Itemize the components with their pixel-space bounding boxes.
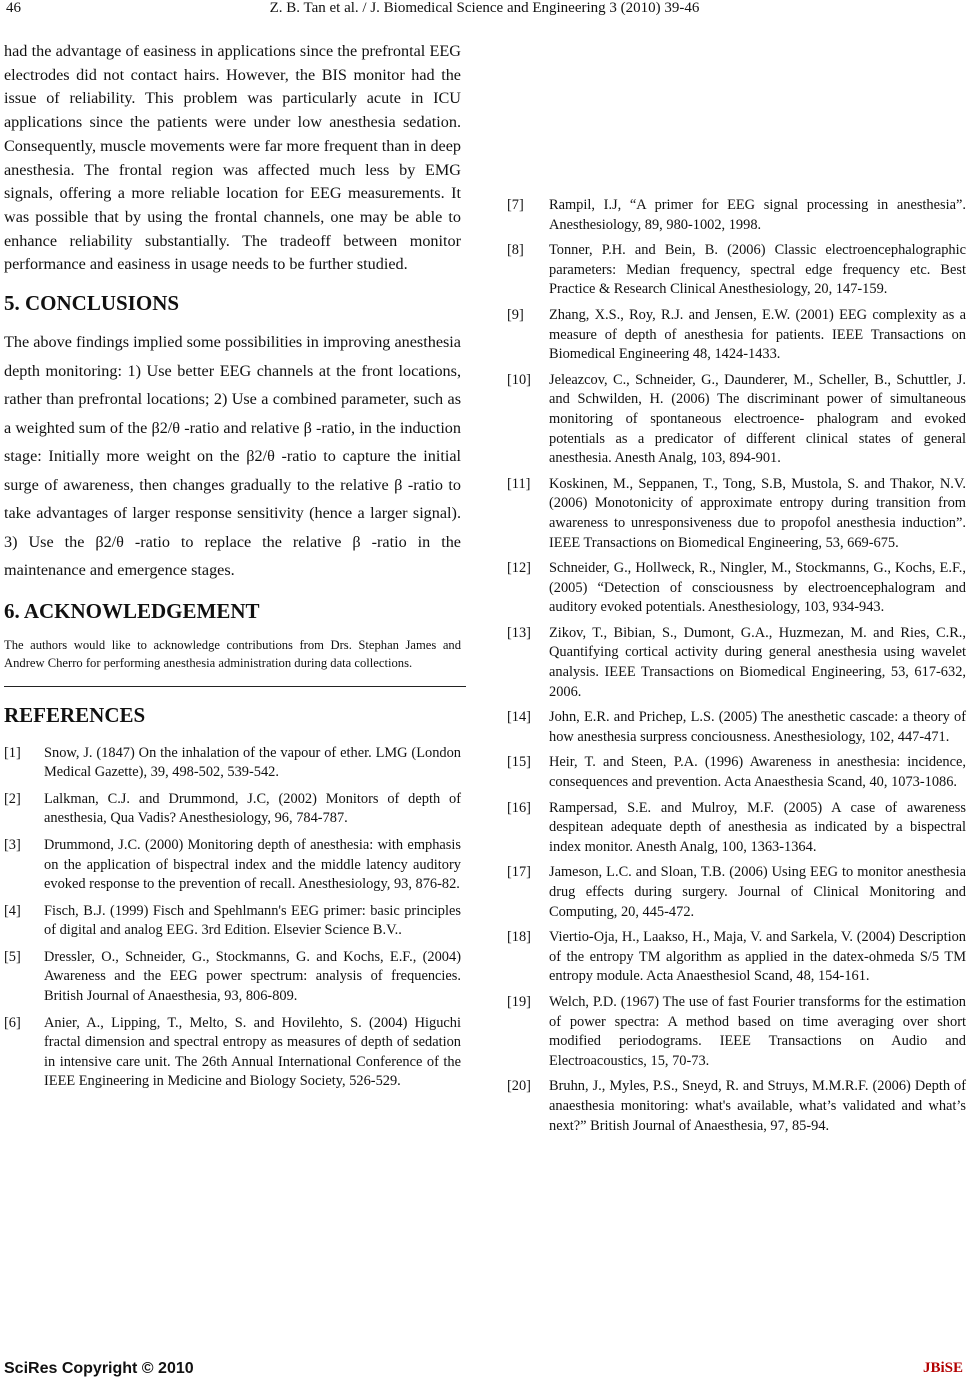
reference-item: [507, 624, 966, 702]
reference-text: Zhang, X.S., Roy, R.J. and Jensen, E.W. (2001) EEG complexity as a measure of depth of anesthesia for patients. IEEE Transactions on Biomedical Engineering 48, 1424-1433.: [549, 306, 966, 363]
reference-text: Drummond, J.C. (2000) Monitoring depth of anesthesia: with emphasis on the application of bispectral index and the middle latency auditory evoked response to the prevention of recall. Anesthesiology, 93, 876-82.: [44, 836, 461, 893]
reference-number: [8]: [507, 242, 524, 259]
reference-text: Anier, A., Lipping, T., Melto, S. and Hovilehto, S. (2004) Higuchi fractal dimension and spectral entropy as measures of depth of sedation in intensive care unit. The 26th Annual International Conference of the IEEE Engineering in Medicine and Biology Society, 526-529.: [44, 1014, 461, 1090]
reference-number: [5]: [4, 948, 21, 965]
left-column: [4, 40, 461, 1092]
reference-text: John, E.R. and Prichep, L.S. (2005) The anesthetic cascade: a theory of how anesthesia surpress conciousness. Anesthesiology, 102, 447-471.: [549, 709, 966, 745]
reference-item: [507, 753, 966, 792]
reference-number: [14]: [507, 709, 531, 726]
reference-text: Snow, J. (1847) On the inhalation of the vapour of ether. LMG (London Medical Gazette), 39, 498-502, 539-542.: [44, 744, 461, 781]
reference-list-left: [4, 744, 461, 1093]
reference-item: [507, 475, 966, 553]
page-header: [0, 0, 969, 24]
reference-number: [17]: [507, 864, 531, 881]
reference-list-right: [507, 196, 966, 1136]
reference-item: [4, 902, 461, 941]
reference-text: Welch, P.D. (1967) The use of fast Fourier transforms for the estimation of power spectra: A method based on time averaging over short modified periodograms. IEEE Transactions on Audio and Electroacoustics, 15, 70-73.: [549, 993, 966, 1069]
reference-number: [20]: [507, 1078, 531, 1095]
reference-text: Dressler, O., Schneider, G., Stockmanns, G. and Kochs, E.F., (2004) Awareness and the EEG power spectrum: analysis of frequencies. British Journal of Anaesthesia, 93, 806-809.: [44, 948, 461, 1005]
reference-text: Tonner, P.H. and Bein, B. (2006) Classic electroencephalographic parameters: Median frequency, spectral edge frequency etc. Best Practice & Research Clinical Anesthesiology, 20, 147-159.: [549, 242, 966, 298]
reference-number: [19]: [507, 993, 531, 1010]
reference-text: Lalkman, C.J. and Drummond, J.C, (2002) Monitors of depth of anesthesia, Qua Vadis? Anesthesiology, 96, 784-787.: [44, 790, 461, 827]
reference-number: [10]: [507, 371, 531, 388]
running-head: Z. B. Tan et al. / J. Biomedical Science and Engineering 3 (2010) 39-46: [269, 0, 700, 16]
reference-number: [1]: [4, 744, 21, 761]
reference-item: [507, 241, 966, 300]
reference-item: [4, 790, 461, 829]
reference-item: [4, 744, 461, 783]
right-column: [507, 196, 966, 1136]
reference-item: [4, 836, 461, 895]
reference-item: [507, 708, 966, 747]
reference-number: [11]: [507, 475, 531, 492]
reference-text: Rampersad, S.E. and Mulroy, M.F. (2005) A case of awareness despitean adequate depth of anesthesia as indicated by a bispectral index monitor. Anesth Analg, 100, 1363-1364.: [549, 799, 966, 855]
reference-text: Fisch, B.J. (1999) Fisch and Spehlmann's EEG primer: basic principles of digital and analog EEG. 3rd Edition. Elsevier Science B.V..: [44, 902, 461, 939]
reference-item: [507, 1077, 966, 1136]
reference-item: [4, 948, 461, 1007]
reference-item: [507, 196, 966, 235]
reference-text: Heir, T. and Steen, P.A. (1996) Awareness in anesthesia: incidence, consequences and prevention. Acta Anaesthesia Scand, 40, 1073-1086.: [549, 754, 966, 791]
reference-number: [6]: [4, 1014, 21, 1031]
reference-number: [4]: [4, 902, 21, 919]
acknowledgement-heading: 6. ACKNOWLEDGEMENT: [4, 598, 260, 623]
reference-text: Viertio-Oja, H., Laakso, H., Maja, V. and Sarkela, V. (2004) Description of the entropy TM algorithm as applied in the datex-ohmeda S/5 TM entropy module. Acta Anaesthesiol Scand, 48, 154-161.: [549, 929, 966, 985]
reference-item: [507, 863, 966, 922]
journal-abbreviation: JBiSE: [922, 1360, 963, 1376]
reference-number: [18]: [507, 929, 531, 946]
reference-text: Jameson, L.C. and Sloan, T.B. (2006) Using EEG to monitor anesthesia drug effects during surgery. Journal of Clinical Monitoring and Computing, 20, 445-472.: [549, 864, 966, 920]
reference-item: [507, 306, 966, 365]
reference-text: Bruhn, J., Myles, P.S., Sneyd, R. and Struys, M.M.R.F. (2006) Depth of anaesthesia monitoring: what's available, what’s validated and what’s next?” British Journal of Anaesthesia, 97, 85-94.: [549, 1078, 966, 1134]
reference-number: [16]: [507, 799, 531, 816]
reference-item: [507, 799, 966, 858]
reference-item: [507, 371, 966, 469]
reference-number: [3]: [4, 836, 21, 853]
reference-text: Schneider, G., Hollweck, R., Ningler, M., Stockmanns, G., Kochs, E.F., (2005) “Detection of consciousness by electroencephalogram and auditory evoked potentials. Anesthesiology, 103, 934-943.: [549, 560, 966, 616]
reference-number: [15]: [507, 754, 531, 771]
reference-text: Rampil, I.J, “A primer for EEG signal processing in anesthesia”. Anesthesiology, 89, 980-1002, 1998.: [549, 197, 966, 233]
reference-text: Zikov, T., Bibian, S., Dumont, G.A., Huzmezan, M. and Ries, C.R., Quantifying cortical activity during general anesthesia using wavelet analysis. IEEE Transactions on Biomedical Engineering, 53, 617-632, 2006.: [549, 624, 966, 700]
reference-number: [12]: [507, 560, 531, 577]
reference-item: [507, 559, 966, 618]
reference-item: [507, 928, 966, 987]
reference-item: [4, 1014, 461, 1092]
acknowledgement-paragraph: The authors would like to acknowledge contributions from Drs. Stephan James and Andrew Cherro for performing anesthesia administration during data collections.: [4, 637, 461, 670]
page-number: 46: [6, 0, 21, 16]
references-heading: REFERENCES: [4, 702, 146, 727]
reference-number: [7]: [507, 197, 524, 213]
reference-item: [507, 993, 966, 1071]
reference-text: Jeleazcov, C., Schneider, G., Daunderer, M., Scheller, B., Schuttler, J. and Schwilden, H. (2006) The discriminant power of simultaneous monitoring of spontaneous electroence- phalogram and evoked potentials as a predicator of different clinical states of general anesthesia. Anesth Analg, 103, 894-901.: [549, 371, 966, 467]
reference-number: [9]: [507, 306, 524, 323]
conclusions-heading: 5. CONCLUSIONS: [4, 291, 180, 316]
conclusions-paragraph: The above findings implied some possibilities in improving anesthesia depth monitoring: 1) Use better EEG channels at the front locations, rather than prefrontal locations; 2) Use a combined parameter, such as a weighted sum of the β2/θ -ratio and relative β -ratio, in the induction stage: Initially more weight on the β2/θ -ratio to capture the initial surge of awareness, then changes gradually to the relative β -ratio to take advantages of larger response sensitivity (hence a larger signal). 3) Use the β2/θ -ratio to replace the relative β -ratio in the maintenance and emergence stages.: [4, 333, 461, 580]
reference-number: [13]: [507, 624, 531, 641]
reference-number: [2]: [4, 790, 21, 807]
reference-text: Koskinen, M., Seppanen, T., Tong, S.B, Mustola, S. and Thakor, N.V. (2006) Monotonicity of approximate entropy during transition from awareness to unresponsiveness due to propofol anesthesia induction”. IEEE Transactions on Biomedical Engineering, 53, 669-675.: [549, 475, 966, 551]
page-footer: [0, 1360, 969, 1384]
copyright-notice: SciRes Copyright © 2010: [4, 1360, 194, 1377]
intro-paragraph: had the advantage of easiness in applications since the prefrontal EEG electrodes did not contact hairs. However, the BIS monitor had the issue of reliability. This problem was particularly acute in ICU applications since the patients were under low anesthesia sedation. Consequently, muscle movements were far more frequent than in deep anesthesia. The frontal region was affected much less by EMG signals, offering a more reliable location for EEG measurements. It was possible that by using the frontal channels, one may be able to enhance reliability substantially. The tradeoff between monitor performance and easiness in usage needs to be further studied.: [4, 42, 461, 274]
